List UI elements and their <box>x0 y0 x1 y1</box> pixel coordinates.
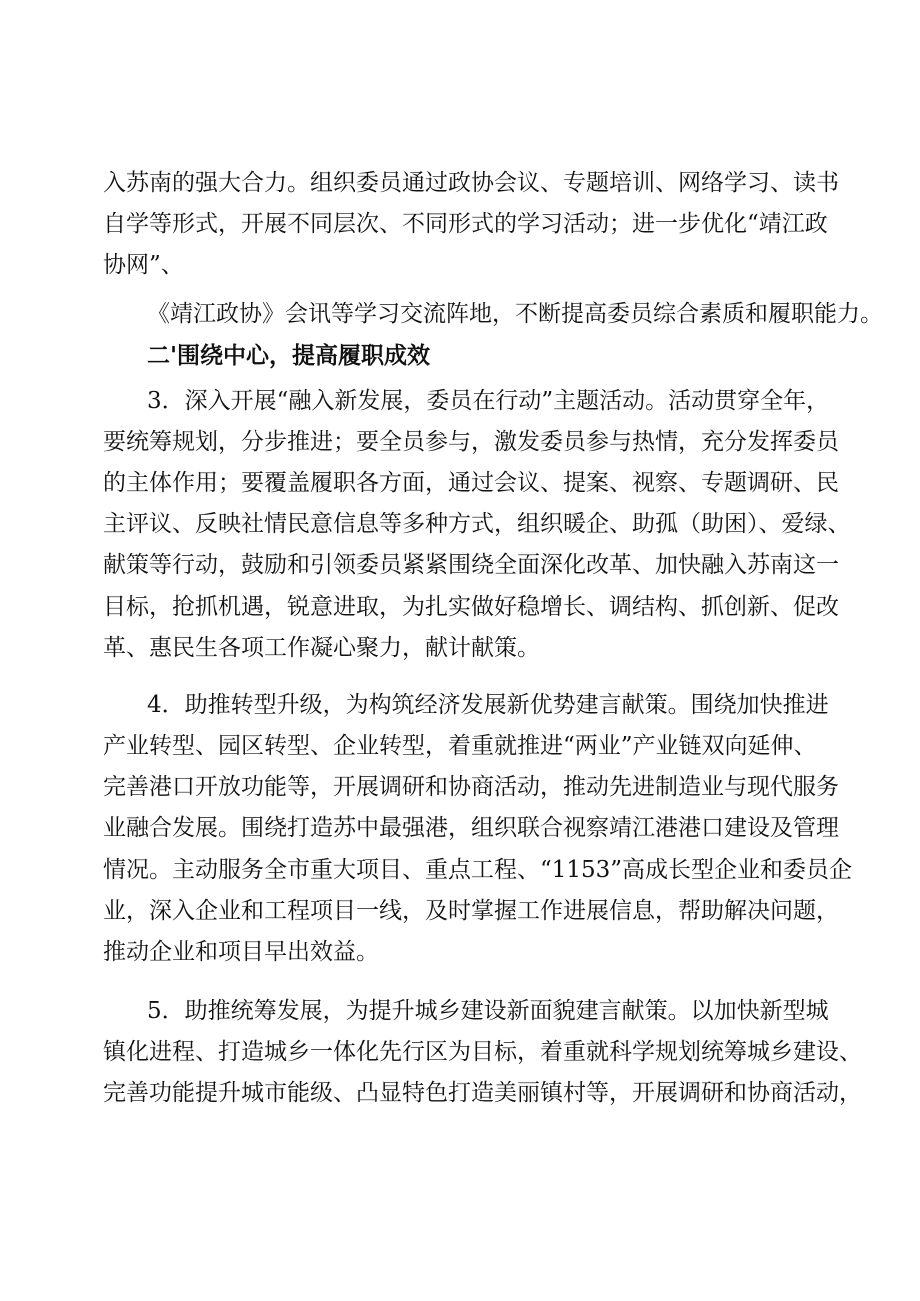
text-line-13: 4．助推转型升级，为构筑经济发展新优势建言献策。围绕加快推进 <box>147 692 829 718</box>
text-line-9: 主评议、反映社情民意信息等多种方式，组织暖企、助孤（助困）、爱绿、 <box>103 511 851 537</box>
text-line-8: 的主体作用；要覆盖履职各方面，通过会议、提案、视察、专题调研、民 <box>103 470 839 496</box>
text-line-4: 《靖江政协》会讯等学习交流阵地，不断提高委员综合素质和履职能力。 <box>147 301 883 327</box>
text-line-14: 产业转型、园区转型、企业转型，着重就推进“两业”产业链双向延伸、 <box>103 733 817 759</box>
text-line-16: 业融合发展。围绕打造苏中最强港，组织联合视察靖江港港口建设及管理 <box>103 815 839 841</box>
text-line-15: 完善港口开放功能等，开展调研和协商活动，推动先进制造业与现代服务 <box>103 774 839 800</box>
text-line-2: 自学等形式，开展不同层次、不同形式的学习活动；进一步优化“靖江政 <box>103 211 828 237</box>
text-line-10: 献策等行动，鼓励和引领委员紧紧围绕全面深化改革、加快融入苏南这一 <box>103 552 839 578</box>
text-line-19: 推动企业和项目早出效益。 <box>103 939 379 965</box>
section-heading: 二'围绕中心，提高履职成效 <box>147 343 431 369</box>
text-line-22: 完善功能提升城市能级、凸显特色打造美丽镇村等，开展调研和协商活动， <box>103 1080 862 1106</box>
text-line-18: 业，深入企业和工程项目一线，及时掌握工作进展信息，帮助解决问题， <box>103 898 839 924</box>
text-line-12: 革、惠民生各项工作凝心聚力，献计献策。 <box>103 635 540 661</box>
text-line-6: 3．深入开展“融入新发展，委员在行动”主题活动。活动贯穿全年， <box>147 388 830 414</box>
text-line-1: 入苏南的强大合力。组织委员通过政协会议、专题培训、网络学习、读书 <box>103 170 839 196</box>
text-line-17: 情况。主动服务全市重大项目、重点工程、“1153”高成长型企业和委员企 <box>103 857 853 883</box>
text-line-20: 5．助推统筹发展，为提升城乡建设新面貌建言献策。以加快新型城 <box>147 998 829 1024</box>
text-line-7: 要统筹规划，分步推进；要全员参与，激发委员参与热情，充分发挥委员 <box>103 429 839 455</box>
text-line-11: 目标，抢抓机遇，锐意进取，为扎实做好稳增长、调结构、抓创新、促改 <box>103 594 839 620</box>
text-line-3: 协网”、 <box>103 252 184 278</box>
text-line-21: 镇化进程、打造城乡一体化先行区为目标，着重就科学规划统筹城乡建设、 <box>103 1039 862 1065</box>
